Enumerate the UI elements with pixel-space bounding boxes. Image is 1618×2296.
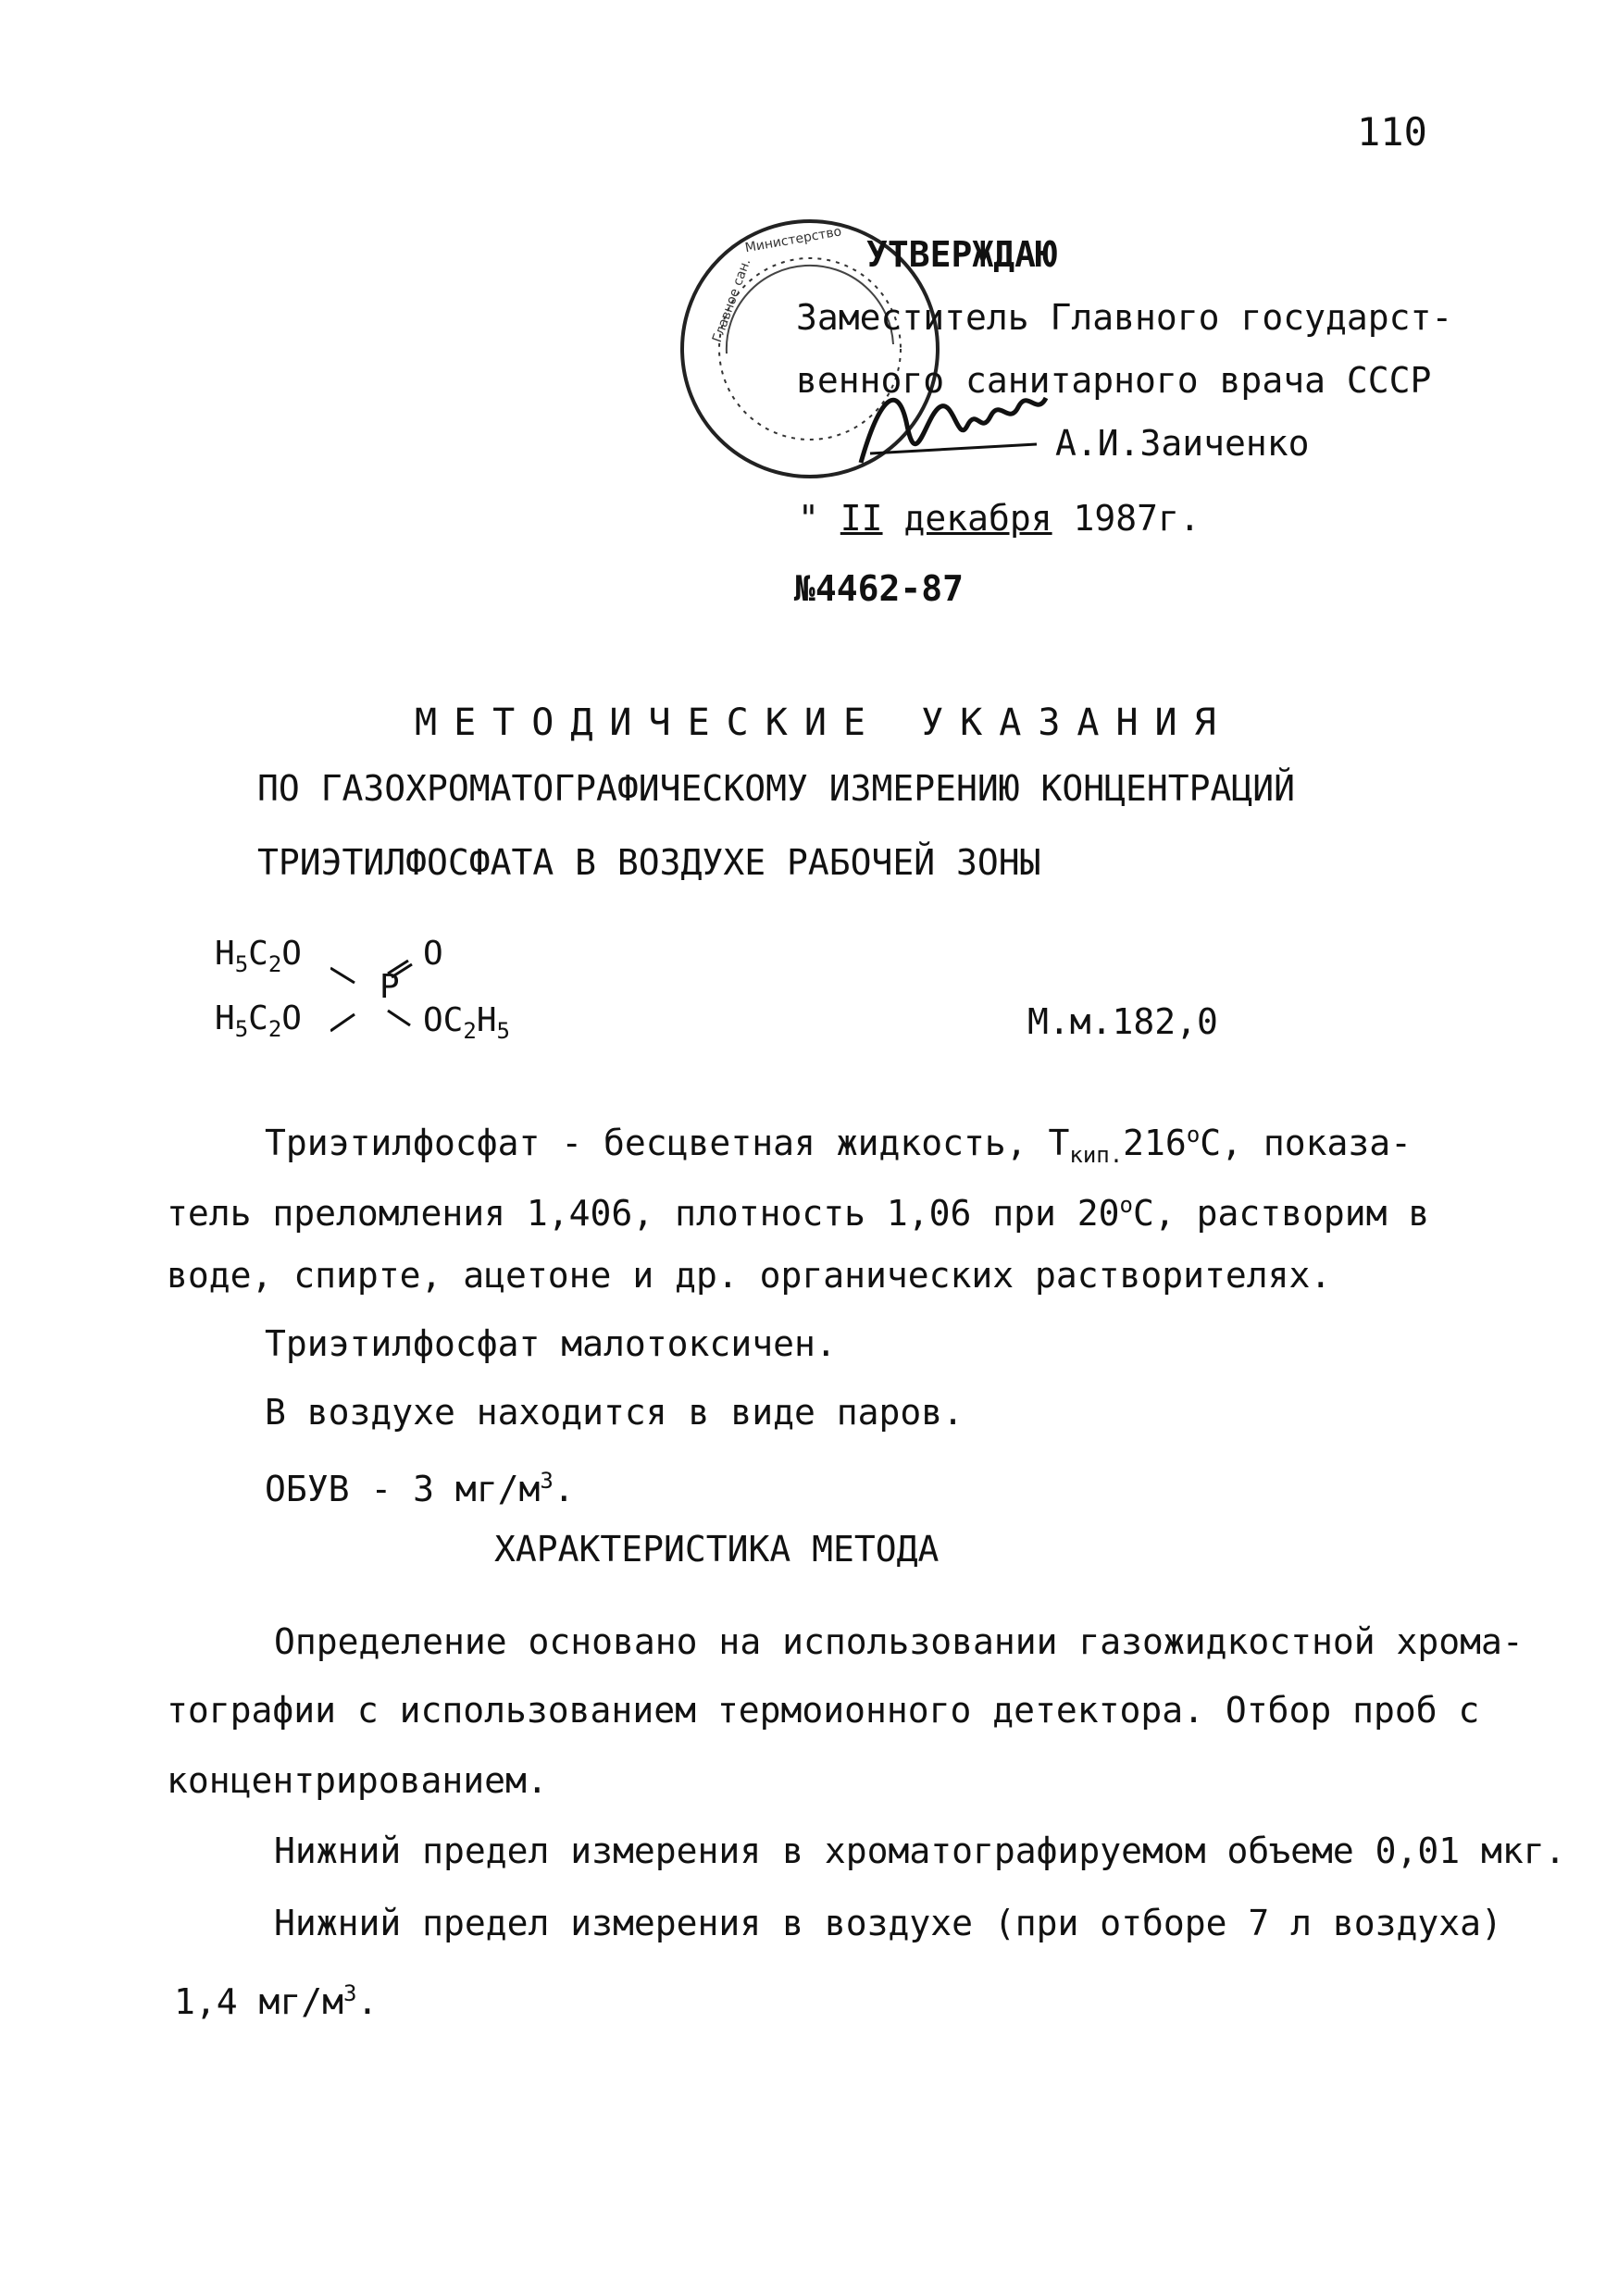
paragraph-lower-limit-chrom: Нижний предел измерения в хроматографируемом объеме 0,01 мкг.	[274, 1831, 1566, 1871]
formula-right-bottom: $OC_2H_5$	[423, 1001, 510, 1044]
paragraph-state: В воздухе находится в виде паров.	[265, 1392, 964, 1433]
handwritten-signature	[852, 361, 1055, 481]
formula-left-bottom: $H_5C_2O$	[215, 999, 302, 1042]
date-year: 1987г.	[1073, 498, 1201, 539]
approval-date	[798, 498, 1201, 539]
page-number: 110	[1357, 109, 1427, 155]
paragraph-lower-limit-air-line2: 1,4 $мг/м^3$.	[174, 1980, 379, 2022]
formula-right-top: O	[423, 935, 443, 973]
document-title-line3: ТРИЭТИЛФОСФАТА В ВОЗДУХЕ РАБОЧЕЙ ЗОНЫ	[257, 842, 1041, 883]
formula-left-top: $H_5C_2O$	[215, 935, 302, 977]
paragraph-properties-line1: Триэтилфосфат - бесцветная жидкость, $Т_{кип.}216^оС$, показа-	[265, 1122, 1413, 1168]
paragraph-method-line2: тографии с использованием термоионного детектора. Отбор проб с	[167, 1690, 1480, 1731]
approval-signatory: А.И.Заиченко	[1055, 423, 1310, 464]
section-heading: ХАРАКТЕРИСТИКА МЕТОДА	[494, 1529, 940, 1570]
approval-heading: УТВЕРЖДАЮ	[866, 234, 1057, 275]
document-number: №4462-87	[794, 568, 965, 609]
paragraph-properties-line2: тель преломления 1,406, плотность 1,06 при $20^оС$, растворим в	[167, 1192, 1430, 1234]
approval-position-line2: венного санитарного врача СССР	[796, 360, 1432, 401]
molar-mass: М.м.182,0	[1027, 1001, 1218, 1042]
paragraph-obuv: ОБУВ - 3 $мг/м^3$.	[265, 1468, 575, 1509]
date-month: декабря	[903, 498, 1052, 539]
paragraph-method-line3: концентрированием.	[167, 1760, 548, 1801]
date-quote: "	[798, 498, 819, 539]
paragraph-method-line1: Определение основано на использовании газожидкостной хрома-	[274, 1621, 1524, 1662]
svg-text:Министерство: Министерство	[743, 224, 843, 256]
paragraph-toxicity: Триэтилфосфат малотоксичен.	[265, 1323, 837, 1364]
paragraph-lower-limit-air-line1: Нижний предел измерения в воздухе (при отборе 7 л воздуха)	[274, 1903, 1502, 1943]
structural-formula	[215, 935, 604, 1055]
formula-phosphorus: P	[380, 968, 400, 1006]
document-title-line1: МЕТОДИЧЕСКИЕ УКАЗАНИЯ	[415, 701, 1233, 744]
approval-position-line1: Заместитель Главного государст-	[796, 297, 1453, 338]
svg-text:Главное сан.: Главное сан.	[709, 256, 754, 345]
paragraph-properties-line3: воде, спирте, ацетоне и др. органических растворителях.	[167, 1255, 1332, 1296]
date-day: II	[840, 498, 883, 539]
document-title-line2: ПО ГАЗОХРОМАТОГРАФИЧЕСКОМУ ИЗМЕРЕНИЮ КОНЦЕНТРАЦИЙ	[257, 768, 1296, 809]
